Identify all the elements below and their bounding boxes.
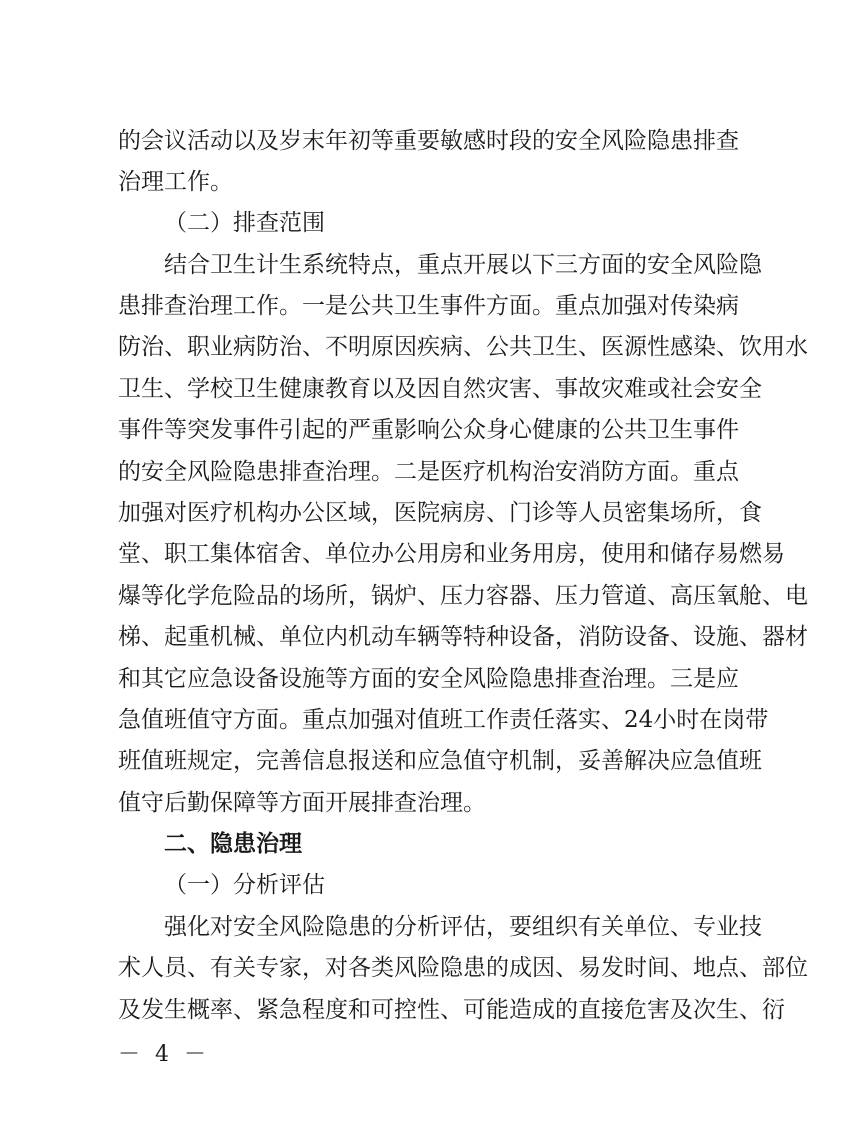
text-line: 治理工作。	[118, 169, 233, 195]
text-line: 术人员、有关专家，对各类风险隐患的成因、易发时间、地点、部位	[118, 955, 808, 981]
text-line: 及发生概率、紧急程度和可控性、可能造成的直接危害及次生、衍	[118, 997, 785, 1023]
text-line: 值守后勤保障等方面开展排查治理。	[118, 790, 486, 816]
text-line: 急值班值守方面。重点加强对值班工作责任落实、24小时在岗带	[118, 707, 769, 733]
section-subheading: （一）分析评估	[164, 872, 325, 898]
section-heading: 二、隐患治理	[164, 831, 302, 857]
page-number: － 4 －	[118, 1042, 210, 1067]
text-line: 防治、职业病防治、不明原因疾病、公共卫生、医源性感染、饮用水	[118, 334, 808, 360]
text-line: 爆等化学危险品的场所，锅炉、压力容器、压力管道、高压氧舱、电	[118, 583, 808, 609]
text-line: 的会议活动以及岁末年初等重要敏感时段的安全风险隐患排查	[118, 128, 739, 154]
text-line: 梯、起重机械、单位内机动车辆等特种设备，消防设备、设施、器材	[118, 624, 808, 650]
text-line: 结合卫生计生系统特点，重点开展以下三方面的安全风险隐	[164, 252, 762, 278]
text-line: 患排查治理工作。一是公共卫生事件方面。重点加强对传染病	[118, 293, 739, 319]
section-subheading: （二）排查范围	[164, 210, 325, 236]
text-line: 事件等突发事件引起的严重影响公众身心健康的公共卫生事件	[118, 417, 739, 443]
text-line: 堂、职工集体宿舍、单位办公用房和业务用房，使用和储存易燃易	[118, 541, 785, 567]
text-line: 班值班规定，完善信息报送和应急值守机制，妥善解决应急值班	[118, 748, 762, 774]
text-line: 的安全风险隐患排查治理。二是医疗机构治安消防方面。重点	[118, 459, 739, 485]
text-line: 和其它应急设备设施等方面的安全风险隐患排查治理。三是应	[118, 666, 739, 692]
text-line: 加强对医疗机构办公区域，医院病房、门诊等人员密集场所，食	[118, 500, 762, 526]
text-line: 卫生、学校卫生健康教育以及因自然灾害、事故灾难或社会安全	[118, 376, 762, 402]
text-line: 强化对安全风险隐患的分析评估，要组织有关单位、专业技	[164, 914, 762, 940]
